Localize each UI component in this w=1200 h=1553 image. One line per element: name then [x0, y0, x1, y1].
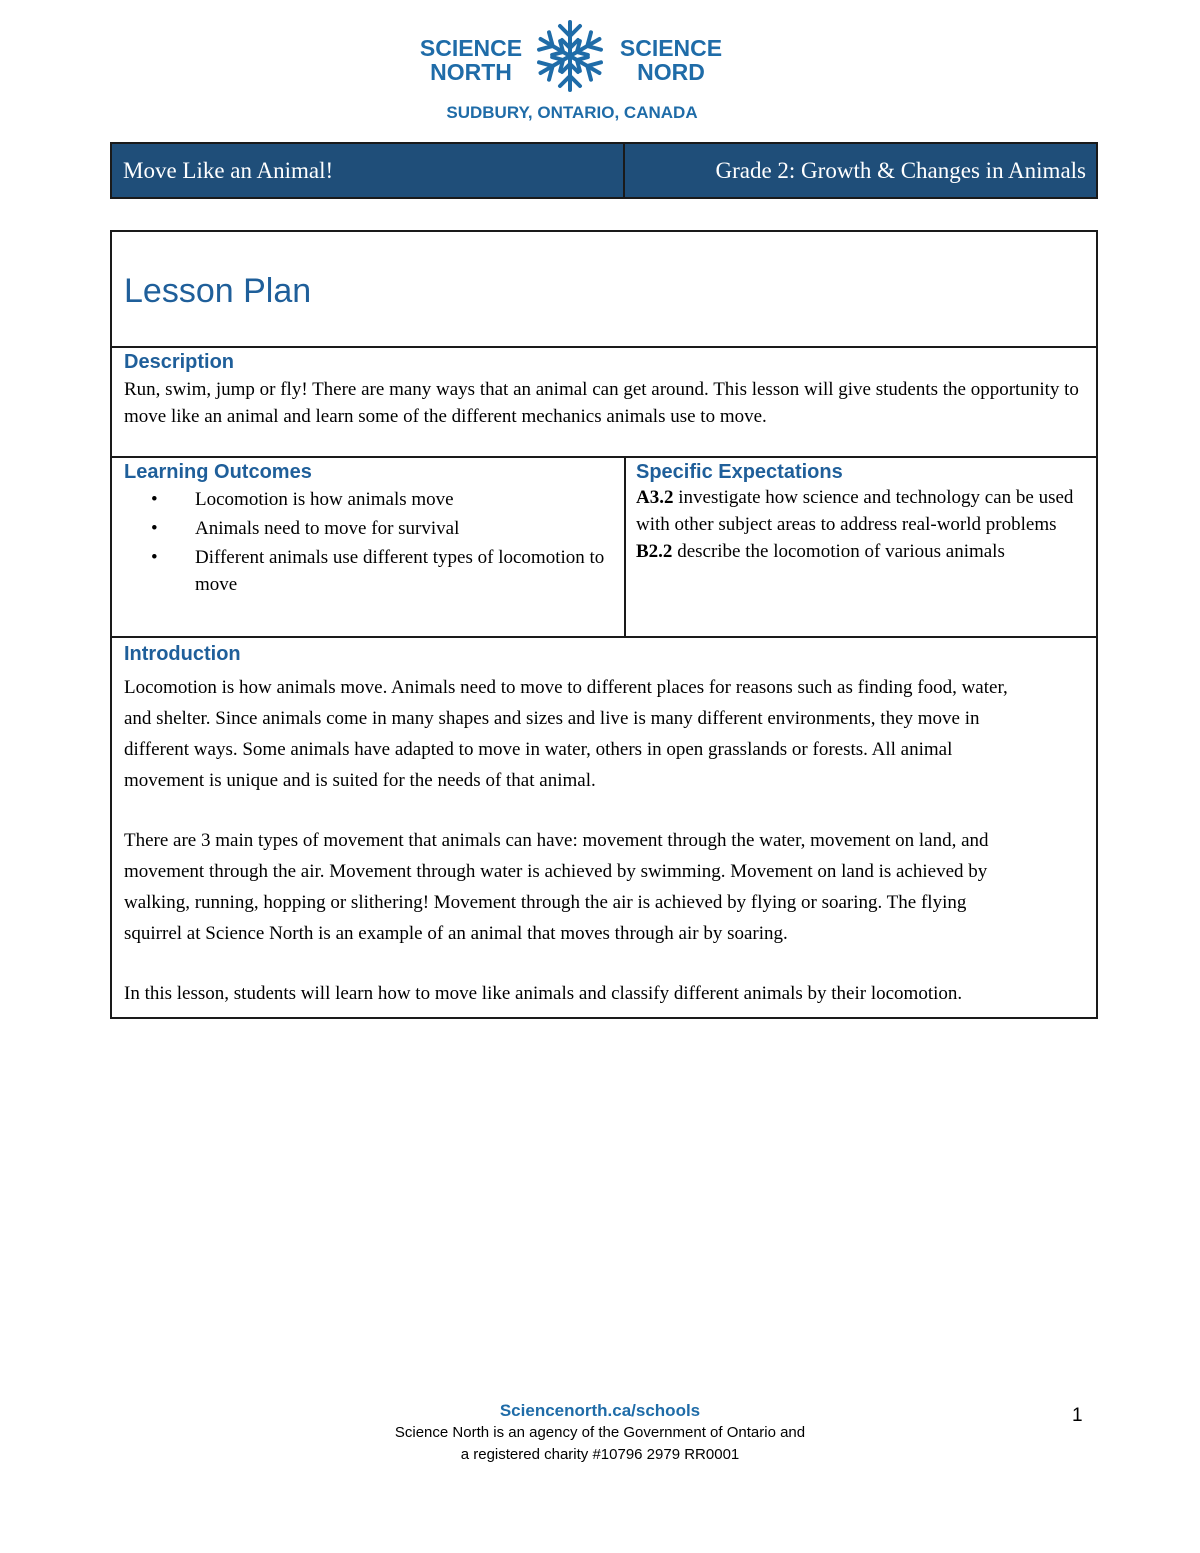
learning-outcomes-list [124, 486, 612, 598]
footer-agency-line: Science North is an agency of the Government of Ontario and [394, 1424, 806, 1441]
list-item [124, 486, 612, 513]
introduction-paragraph: Locomotion is how animals move. Animals need to move to different places for reasons such as finding food, water, and shelter. Since animals come in many shapes and sizes and live is many different environments, they move in different ways. Some animals have adapted to move in water, others in open grasslands or forests. All animal movement is unique and is suited for the needs of that animal. [124, 677, 1008, 791]
bullet-icon: • [151, 518, 158, 539]
description-heading: Description [124, 351, 235, 373]
expectation-code: A3.2 [636, 487, 674, 508]
description-row [112, 348, 1096, 458]
lesson-plan-table [110, 230, 1098, 1019]
snowflake-icon [535, 18, 605, 94]
introduction-heading: Introduction [124, 643, 241, 665]
specific-expectations-heading: Specific Expectations [636, 461, 843, 483]
page-footer [290, 1400, 910, 1466]
lesson-plan-heading: Lesson Plan [124, 272, 312, 310]
outcomes-expectations-row [112, 458, 1096, 638]
outcome-text: Animals need to move for survival [195, 518, 460, 539]
specific-expectations-cell [626, 458, 1096, 636]
bullet-icon: • [151, 547, 158, 568]
outcome-text: Locomotion is how animals move [195, 489, 454, 510]
logo-english-wordmark [417, 36, 525, 84]
logo-right-line2: NORD [637, 59, 705, 85]
list-item [124, 515, 612, 542]
introduction-paragraph: There are 3 main types of movement that animals can have: movement through the water, movement on land, and movement through the air. Movement through water is achieved by swimming. Movement on land is achieved by walking, running, hopping or slithering! Movement through the air is achieved by flying or soaring. The flying squirrel at Science North is an example of an animal that moves through air by soaring. [124, 830, 989, 944]
lesson-title-bar [110, 142, 1098, 199]
science-north-logo [417, 18, 727, 128]
introduction-row [112, 638, 1096, 1017]
list-item [124, 544, 612, 598]
footer-website-link[interactable]: Sciencenorth.ca/schools [499, 1401, 701, 1420]
outcome-text: Different animals use different types of locomotion to move [195, 547, 605, 595]
bullet-icon: • [151, 489, 158, 510]
expectation-item [636, 538, 1086, 565]
expectation-code: B2.2 [636, 541, 673, 562]
logo-french-wordmark [617, 36, 725, 84]
learning-outcomes-cell [112, 458, 626, 636]
logo-location: SUDBURY, ONTARIO, CANADA [446, 103, 698, 122]
lesson-title: Move Like an Animal! [112, 144, 625, 197]
expectation-item [636, 484, 1086, 538]
lesson-plan-title-row [112, 232, 1096, 348]
expectation-text: describe the locomotion of various animals [672, 541, 1005, 562]
description-text: Run, swim, jump or fly! There are many ways that an animal can get around. This lesson will give students the opportunity to move like an animal and learn some of the different mechanics animals use to move. [124, 379, 1079, 427]
expectation-text: investigate how science and technology can be used with other subject areas to address real-world problems [636, 487, 1074, 535]
grade-subject: Grade 2: Growth & Changes in Animals [715, 157, 1086, 183]
logo-left-line2: NORTH [430, 59, 512, 85]
logo-left-line1: SCIENCE [419, 35, 523, 61]
footer-charity-line: a registered charity #10796 2979 RR0001 [460, 1446, 740, 1463]
page-number: 1 [1072, 1405, 1083, 1426]
logo-right-line1: SCIENCE [619, 35, 723, 61]
introduction-paragraph: In this lesson, students will learn how to move like animals and classify different animals by their locomotion. [124, 983, 963, 1004]
learning-outcomes-heading: Learning Outcomes [124, 461, 312, 483]
